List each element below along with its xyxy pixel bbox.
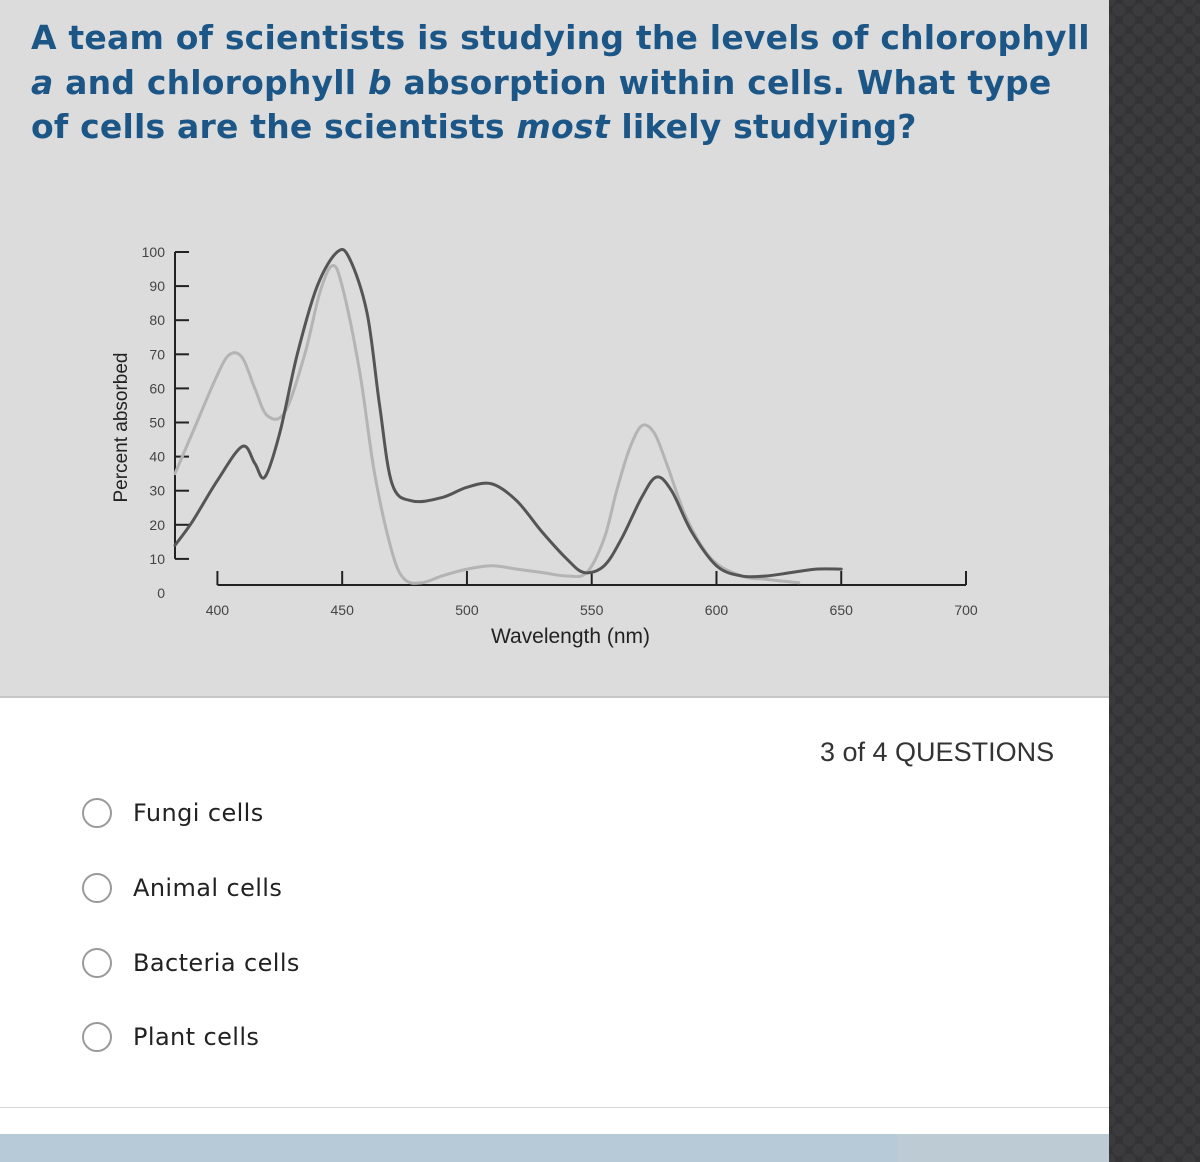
radio-button[interactable] [82,798,112,828]
x-tick-label: 400 [205,602,230,618]
question-divider [0,696,1109,698]
y-tick-label: 40 [149,448,165,465]
x-tick-label: 450 [330,602,354,618]
x-tick-label: 600 [704,602,729,618]
question-text-part: and chlorophyll [53,62,368,102]
y-tick-label: 80 [149,312,165,329]
y-axis-title: Percent absorbed [111,352,132,503]
y-tick-label: 60 [149,380,165,397]
option-bacteria-cells[interactable] [82,945,482,981]
series-line-0 [175,249,841,576]
y-tick-label: 100 [141,244,165,260]
y-tick-label: 90 [149,278,165,295]
option-label: Plant cells [133,1023,260,1051]
y-tick-label: 0 [157,585,165,601]
question-text-part: A team of scientists is studying the levels of chlorophyll [31,18,1090,57]
question-text [31,16,1091,150]
right-sidebar [1109,0,1200,1162]
x-tick-label: 700 [954,602,978,618]
option-label: Fungi cells [133,799,264,827]
question-text-part: likely studying? [609,107,917,146]
question-progress: 3 of 4 QUESTIONS [820,737,1055,767]
radio-button[interactable] [82,873,112,903]
absorption-chart [0,200,1109,670]
option-plant-cells[interactable] [82,1019,482,1055]
bottom-bar-right [897,1134,1109,1162]
option-label: Animal cells [133,874,283,902]
x-tick-label: 550 [580,602,604,618]
question-text-italic-most: most [516,107,610,146]
y-tick-label: 20 [149,516,165,533]
x-axis-title: Wavelength (nm) [490,625,651,648]
y-tick-label: 50 [149,414,165,431]
x-tick-label: 650 [829,602,853,618]
option-animal-cells[interactable] [82,870,482,906]
radio-button[interactable] [82,948,112,978]
series-line-1 [175,265,799,583]
y-tick-label: 10 [149,550,165,567]
bottom-divider [0,1107,1109,1108]
question-text-part: absorption within cells. What type of cells are the scientists [31,62,1052,146]
x-tick-label: 500 [455,602,479,618]
question-text-italic-a: a [31,62,54,102]
option-fungi-cells[interactable] [82,795,482,831]
y-tick-label: 30 [149,482,165,499]
y-tick-label: 70 [149,346,165,363]
radio-button[interactable] [82,1022,112,1052]
question-text-italic-b: b [367,62,392,102]
option-label: Bacteria cells [133,949,300,977]
